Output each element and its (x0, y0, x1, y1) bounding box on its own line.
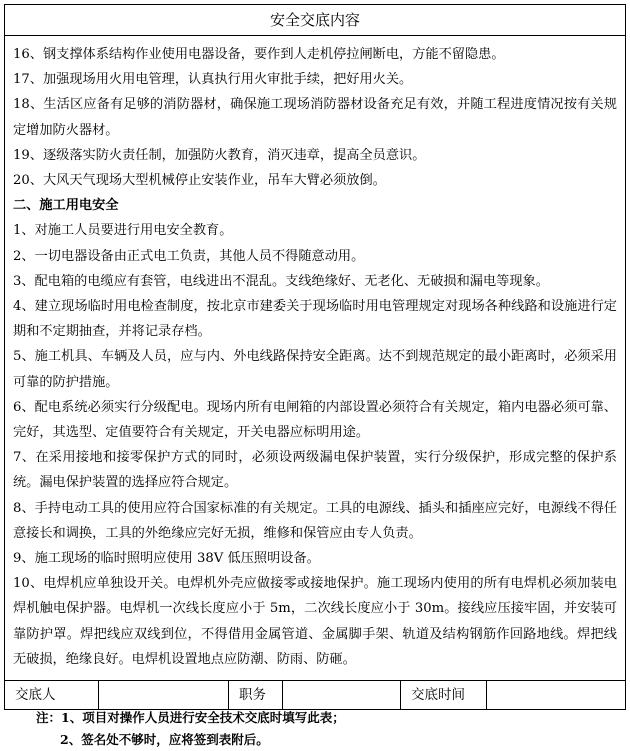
list-item: 3、配电箱的电缆应有套管，电线进出不混乱。支线绝缘好、无老化、无破损和漏电等现象。 (13, 273, 549, 289)
list-item: 19、逐级落实防火责任制，加强防火教育，消灭违章，提高全员意识。 (13, 147, 426, 163)
list-item: 10、电焊机应单独设开关。电焊机外壳应做接零或接地保护。施工现场内使用的所有电焊机必须加装电焊机触电保护器。电焊机一次线长度应小于 5m，二次线长度应小于 30m。接线应压接牢固，并安装可靠防护罩。焊把线应双线到位，不得借用金属管道、金属脚手架、轨道及结构钢筋作回路地线。焊把线无破损，绝缘良好。电焊机设置地点应防潮、防雨、防砸。 (13, 576, 617, 667)
position-label: 职务 (229, 681, 283, 709)
footnotes (36, 707, 345, 751)
list-item: 6、配电系统必须实行分级配电。现场内所有电闸箱的内部设置必须符合有关规定，箱内电器必须可靠、完好，其选型、定值要符合有关规定，开关电器应标明用途。 (13, 399, 617, 441)
list-item: 18、生活区应备有足够的消防器材，确保施工现场消防器材设备充足有效，并随工程进度情况按有关规定增加防火器材。 (13, 97, 617, 138)
section-heading: 二、施工用电安全 (13, 198, 119, 214)
disclosure-content (5, 36, 625, 680)
list-item: 2、一切电器设备由正式电工负责，其他人员不得随意动用。 (13, 248, 365, 264)
discloser-label: 交底人 (5, 681, 99, 709)
list-item: 5、施工机具、车辆及人员，应与内、外电线路保持安全距离。达不到规范规定的最小距离时，必须采用可靠的防护措施。 (13, 349, 617, 390)
discloser-field[interactable] (99, 681, 229, 709)
form-title: 安全交底内容 (5, 5, 625, 36)
time-field[interactable] (487, 681, 625, 709)
signature-row (5, 680, 625, 709)
footnote-2: 2、签名处不够时，应将签到表附后。 (60, 732, 269, 747)
list-item: 17、加强现场用火用电管理，认真执行用火审批手续，把好用火关。 (13, 72, 413, 88)
time-label: 交底时间 (401, 681, 487, 709)
list-item: 16、钢支撑体系结构作业使用电器设备，要作到人走机停拉闸断电，方能不留隐患。 (13, 47, 505, 62)
list-item: 1、对施工人员要进行用电安全教育。 (13, 223, 233, 239)
list-item: 20、大风天气现场大型机械停止安装作业，吊车大臂必须放倒。 (13, 173, 386, 189)
list-item: 4、建立现场临时用电检查制度，按北京市建委关于现场临时用电管理规定对现场各种线路和设施进行定期和不定期抽查，并将记录存档。 (13, 299, 617, 340)
list-item: 8、手持电动工具的使用应符合国家标准的有关规定。工具的电源线、插头和插座应完好，电源线不得任意接长和调换，工具的外绝缘应完好无损，维修和保管应由专人负责。 (13, 500, 617, 541)
footnote-1: 注：1、项目对操作人员进行安全技术交底时填写此表； (36, 710, 345, 725)
list-item: 9、施工现场的临时照明应使用 38V 低压照明设备。 (13, 551, 320, 567)
list-item: 7、在采用接地和接零保护方式的同时，必须设两级漏电保护装置，实行分级保护，形成完整的保护系统。漏电保护装置的选择应符合规定。 (13, 450, 617, 491)
safety-disclosure-form (4, 4, 626, 710)
position-field[interactable] (283, 681, 401, 709)
